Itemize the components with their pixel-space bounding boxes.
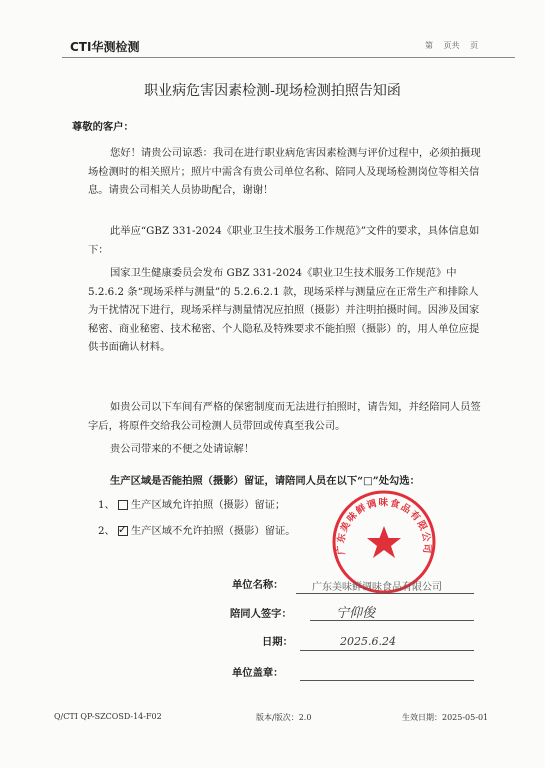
unit-name-value: 广东美味鲜调味食品有限公司 (312, 582, 442, 593)
escort-signature: 宁仰俊 (336, 606, 376, 621)
checkmark-icon: ✓ (117, 523, 128, 536)
option-allow-checkbox[interactable] (118, 500, 128, 510)
paragraph-3: 国家卫生健康委员会发布 GBZ 331-2024《职业卫生技术服务工作规范》中5.2.6.2 条“现场采样与测量”的 5.2.6.2.1 款，现场采样与测量应在正常生产和排除人为干扰情况下进行，现场采样与测量情况应拍照（摄影）并注明拍摄时间。因涉及国家秘密、商业秘密、技术秘密、个人隐私及特殊要求不能拍照（摄影）的，用人单位应提供书面确认材料。 (88, 267, 480, 353)
footer-version: 版本/版次：2.0 (256, 713, 312, 722)
seal-star-icon (367, 526, 401, 558)
date-label: 日期： (262, 636, 293, 648)
date-line (300, 650, 474, 651)
footer-effective-date: 生效日期：2025-05-01 (402, 713, 489, 722)
option-allow: 1、 生产区域允许拍照（摄影）留证； (98, 499, 286, 511)
paragraph-5: 贵公司带来的不便之处请谅解！ (110, 443, 255, 455)
salutation: 尊敬的客户： (72, 121, 134, 133)
unit-name-label: 单位名称： (232, 579, 284, 591)
page-title: 职业病危害因素检测-现场检测拍照告知函 (144, 83, 401, 99)
header-rule (62, 57, 515, 58)
escort-line (310, 620, 474, 621)
paragraph-1: 您好！请贵公司谅悉：我司在进行职业病危害因素检测与评价过程中，必须拍摄现场检测时的相关照片；照片中需含有贵公司单位名称、陪同人及现场检测岗位等相关信息。请贵公司相关人员协助配合，谢谢！ (88, 147, 481, 196)
paragraph-2: 此举应“GBZ 331-2024《职业卫生技术服务工作规范》”文件的要求，具体信息如下： (88, 225, 480, 256)
page-info: 第 页共 页 (425, 41, 479, 50)
date-value: 2025.6.24 (340, 635, 396, 648)
escort-signature-label: 陪同人签字： (230, 608, 292, 620)
seal-label: 单位盖章： (232, 667, 284, 679)
checkbox-question: 生产区域是否能拍照（摄影）留证，请陪同人员在以下“□”处勾选： (110, 475, 420, 487)
seal-line (300, 680, 474, 681)
unit-name-line (296, 593, 474, 594)
seal-text: 广东美味鲜调味食品有限公司 (335, 497, 433, 556)
company-logo: CTI华测检测 (70, 40, 140, 54)
option-deny-checkbox[interactable] (117, 523, 128, 536)
paragraph-4: 如贵公司以下车间有严格的保密制度而无法进行拍照时，请告知，并经陪同人员签字后，将原件交给我公司检测人员带回或传真至我公司。 (88, 401, 481, 432)
footer-doc-code: Q/CTI QP-SZCOSD-14-F02 (54, 712, 162, 721)
option-deny: 2、 ✓ 生产区域不允许拍照（摄影）留证。 (98, 523, 296, 537)
